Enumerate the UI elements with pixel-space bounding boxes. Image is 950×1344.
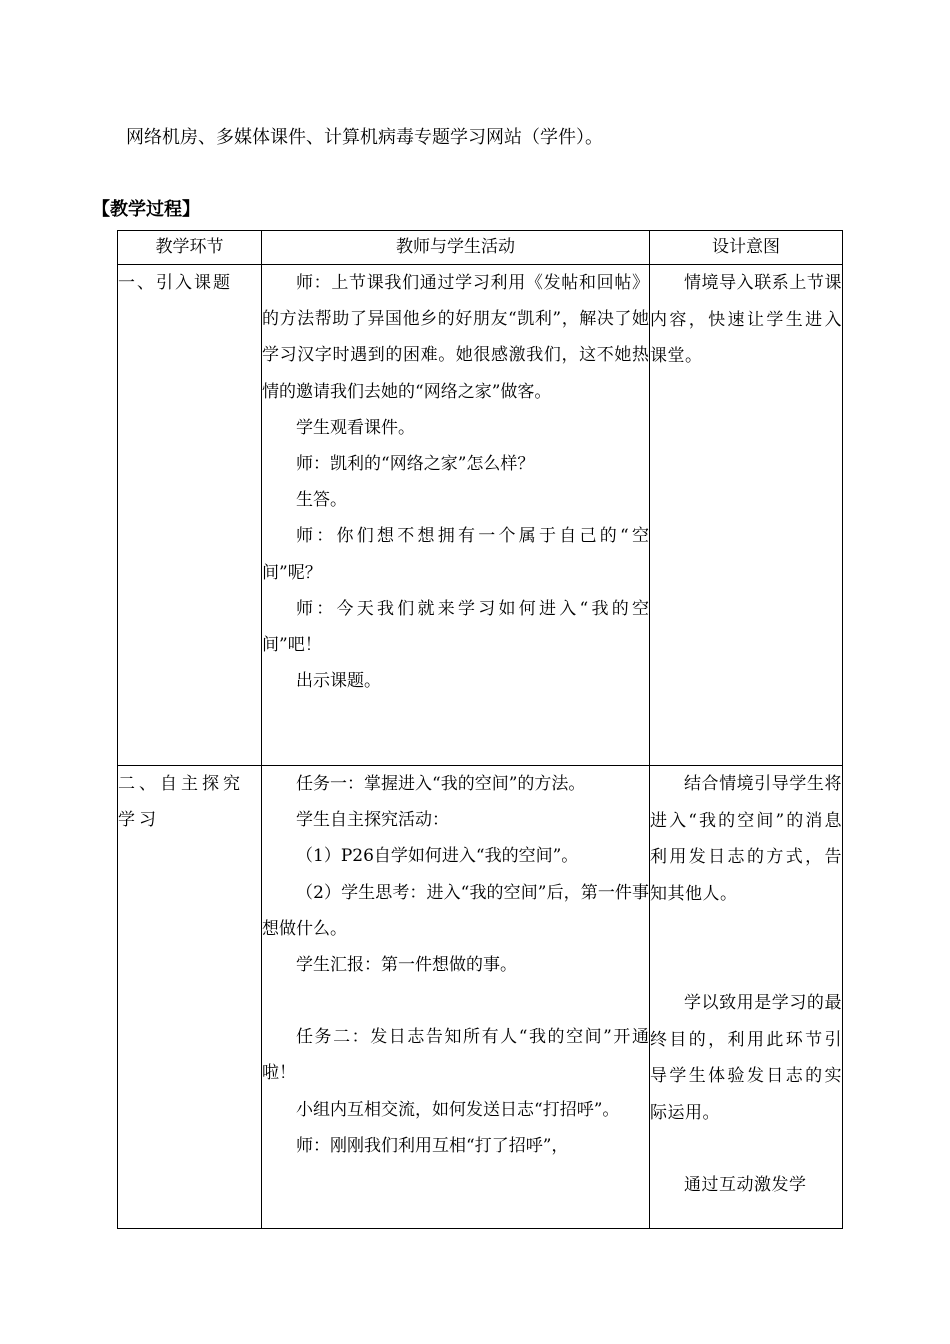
- activity-paragraph: 学生观看课件。: [296, 417, 415, 438]
- activity-paragraph: 师：上节课我们通过学习利用《发帖和回帖》的方法帮助了异国他乡的好朋友“凯利”，解决了她学习汉字时遇到的困难。她很感激我们，这不她热情的邀请我们去她的“网络之家”做客。: [262, 273, 649, 402]
- section-title: 【教学过程】: [92, 199, 200, 220]
- activity-paragraph: 学生自主探究活动：: [296, 810, 449, 831]
- activity-paragraph: 生答。: [296, 490, 347, 511]
- header-intent: 设计意图: [650, 231, 843, 265]
- intent-cell: [650, 265, 843, 766]
- table-row: [118, 766, 843, 1229]
- intent-paragraph: 学以致用是学习的最终目的，利用此环节引导学生体验发日志的实际运用。: [650, 993, 842, 1123]
- activity-paragraph: 任务二：发日志告知所有人“我的空间”开通啦！: [262, 1027, 649, 1084]
- table-row: [118, 265, 843, 766]
- header-stage: 教学环节: [118, 231, 262, 265]
- activities-cell: [262, 766, 650, 1229]
- intro-text: 网络机房、多媒体课件、计算机病毒专题学习网站（学件）。: [126, 127, 603, 148]
- activity-paragraph: 师：刚刚我们利用互相“打了招呼”，: [296, 1135, 569, 1156]
- intent-cell: [650, 766, 843, 1229]
- activity-paragraph: 师：你们想不想拥有一个属于自己的“空间”呢？: [262, 526, 649, 583]
- activity-paragraph: 任务一：掌握进入“我的空间”的方法。: [296, 774, 586, 794]
- stage-label: 二、自主探究学习: [118, 774, 244, 830]
- activity-paragraph: 师：今天我们就来学习如何进入“我的空间”吧！: [262, 598, 649, 656]
- intent-paragraph: 情境导入联系上节课内容，快速让学生进入课堂。: [650, 273, 842, 366]
- activity-paragraph: （2）学生思考：进入“我的空间”后，第一件事想做什么。: [262, 882, 649, 939]
- activity-paragraph: 师：凯利的“网络之家”怎么样？: [296, 454, 535, 475]
- table-header-row: [118, 231, 843, 265]
- activity-paragraph: （1）P26自学如何进入“我的空间”。: [296, 846, 579, 867]
- teaching-process-table: [117, 230, 843, 1229]
- activity-paragraph: 小组内互相交流，如何发送日志“打招呼”。: [296, 1099, 620, 1120]
- activity-paragraph: 出示课题。: [296, 671, 381, 692]
- intent-paragraph: 结合情境引导学生将进入“我的空间”的消息利用发日志的方式，告知其他人。: [650, 774, 842, 904]
- activity-paragraph: 学生汇报：第一件想做的事。: [296, 955, 517, 976]
- stage-cell: [118, 265, 262, 766]
- header-activities: 教师与学生活动: [262, 231, 650, 265]
- stage-label: 一、引入课题: [118, 273, 232, 293]
- activities-cell: [262, 265, 650, 766]
- stage-cell: [118, 766, 262, 1229]
- intent-paragraph: 通过互动激发学: [684, 1175, 807, 1195]
